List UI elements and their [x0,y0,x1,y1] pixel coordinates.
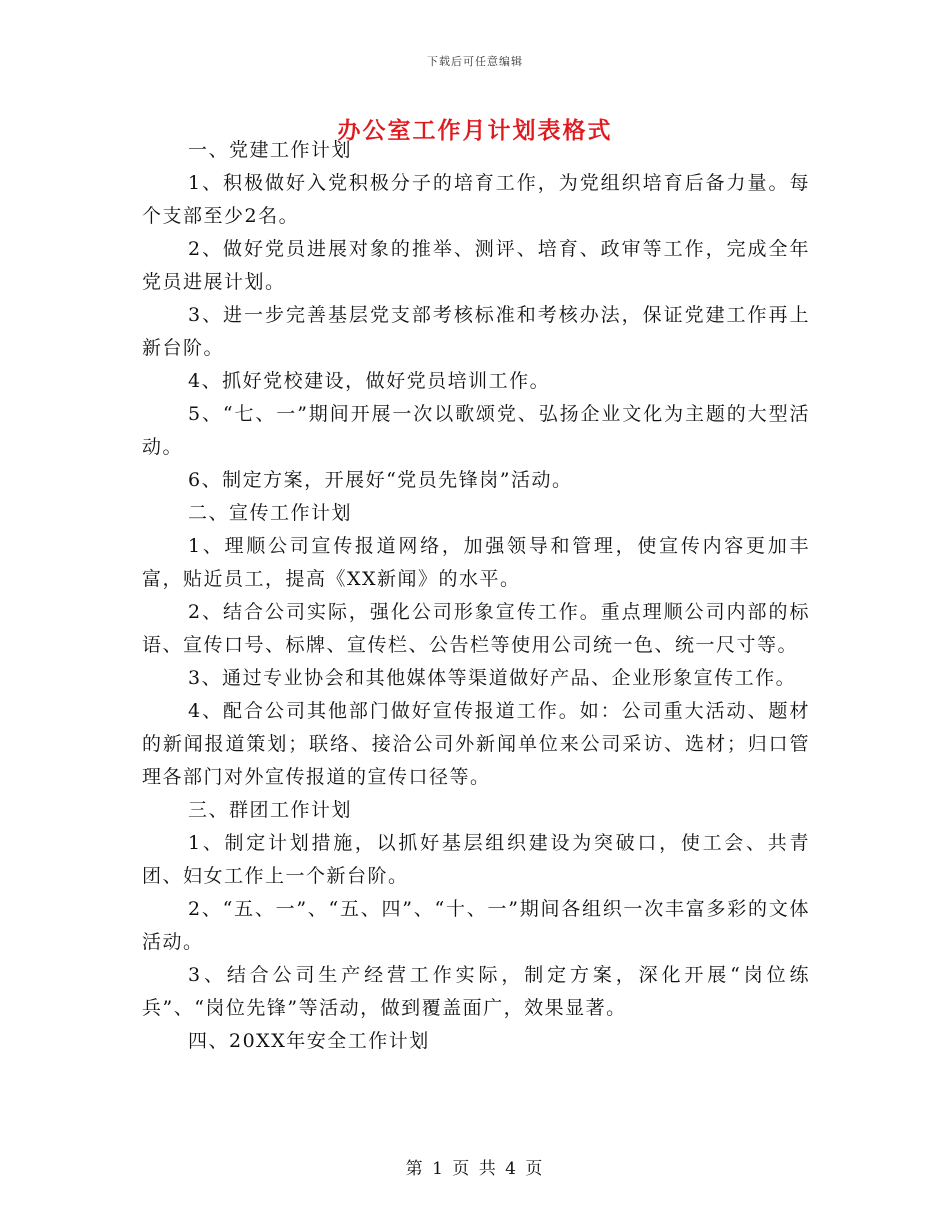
section-heading-party-building: 一、党建工作计划 [188,139,353,161]
section-heading-publicity: 二、宣传工作计划 [188,502,353,524]
paragraph: 2、“五、一”、“五、四”、“十、一”期间各组织一次丰富多彩的文体活动。 [142,898,810,953]
paragraph: 1、理顺公司宣传报道网络，加强领导和管理，使宣传内容更加丰富，贴近员工，提高《XX新闻》的水平。 [142,535,810,590]
paragraph: 1、制定计划措施，以抓好基层组织建设为突破口，使工会、共青团、妇女工作上一个新台阶。 [142,832,810,887]
paragraph: 4、抓好党校建设，做好党员培训工作。 [188,370,551,392]
paragraph: 2、做好党员进展对象的推举、测评、培育、政审等工作，完成全年党员进展计划。 [142,238,810,293]
paragraph: 4、配合公司其他部门做好宣传报道工作。如：公司重大活动、题材的新闻报道策划；联络、接洽公司外新闻单位来公司采访、选材；归口管理各部门对外宣传报道的宣传口径等。 [142,700,810,788]
section-heading-mass-organizations: 三、群团工作计划 [188,799,353,821]
paragraph: 6、制定方案，开展好“党员先锋岗”活动。 [188,469,573,491]
document-body [142,134,810,1058]
paragraph: 3、通过专业协会和其他媒体等渠道做好产品、企业形象宣传工作。 [188,667,797,689]
paragraph: 5、“七、一”期间开展一次以歌颂党、弘扬企业文化为主题的大型活动。 [142,403,810,458]
header-note: 下载后可任意编辑 [427,55,523,68]
paragraph: 1、积极做好入党积极分子的培育工作，为党组织培育后备力量。每个支部至少2名。 [142,172,810,227]
document-title: 办公室工作月计划表格式 [337,117,613,144]
paragraph: 2、结合公司实际，强化公司形象宣传工作。重点理顺公司内部的标语、宣传口号、标牌、宣传栏、公告栏等使用公司统一色、统一尺寸等。 [142,601,810,656]
paragraph: 3、进一步完善基层党支部考核标准和考核办法，保证党建工作再上新台阶。 [142,304,810,359]
paragraph: 3、结合公司生产经营工作实际，制定方案，深化开展“岗位练兵”、“岗位先锋”等活动，做到覆盖面广，效果显著。 [142,964,810,1019]
section-heading-safety: 四、20XX年安全工作计划 [188,1030,430,1052]
page-number: 第 1 页 共 4 页 [405,1159,545,1179]
